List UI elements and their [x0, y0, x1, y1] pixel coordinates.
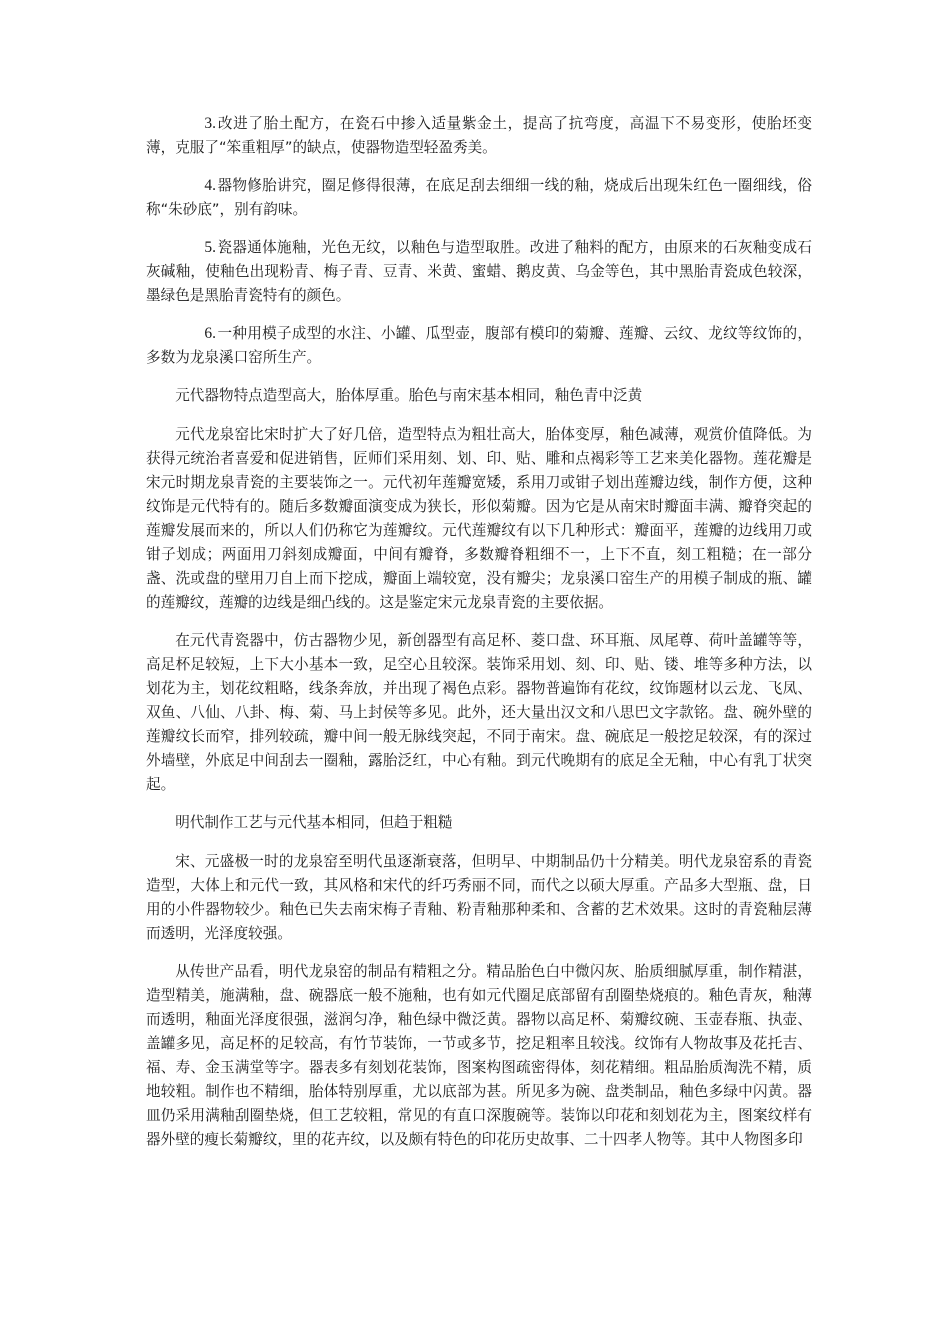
list-text: 一种用模子成型的水注、小罐、瓜型壶，腹部有模印的菊瓣、莲瓣、云纹、龙纹等纹饰的，多数为龙泉溪口窑所生产。 [146, 325, 812, 366]
list-item-3 [146, 112, 812, 160]
list-text: 器物修胎讲究，圈足修得很薄，在底足刮去细细一线的釉，烧成后出现朱红色一圈细线，俗称“朱砂底”，别有韵味。 [146, 177, 812, 218]
list-text: 改进了胎土配方，在瓷石中掺入适量紫金土，提高了抗弯度，高温下不易变形，使胎坯变薄，克服了“笨重粗厚”的缺点，使器物造型轻盈秀美。 [146, 115, 812, 156]
list-text: 瓷器通体施釉，光色无纹，以釉色与造型取胜。改进了釉料的配方，由原来的石灰釉变成石灰碱釉，使釉色出现粉青、梅子青、豆青、米黄、蜜蜡、鹅皮黄、乌金等色，其中黑胎青瓷成色较深，墨绿色是黑胎青瓷特有的颜色。 [146, 239, 812, 304]
list-item-4 [146, 174, 812, 222]
section-heading-yuan: 元代器物特点造型高大，胎体厚重。胎色与南宋基本相同，釉色青中泛黄 [175, 387, 643, 404]
yuan-paragraph-2: 在元代青瓷器中，仿古器物少见，新创器型有高足杯、菱口盘、环耳瓶、凤尾尊、荷叶盖罐等等，高足杯足较短，上下大小基本一致，足空心且较深。装饰采用划、刻、印、贴、镂、堆等多种方法，以划花为主，划花纹粗略，线条奔放，并出现了褐色点彩。器物普遍饰有花纹，纹饰题材以云龙、飞凤、双鱼、八仙、八卦、梅、菊、马上封侯等多见。此外，还大量出汉文和八思巴文字款铭。盘、碗外壁的莲瓣纹长而窄，排列较疏，瓣中间一般无脉线突起，不同于南宋。盘、碗底足一般挖足较深，有的深过外墙壁，外底足中间刮去一圈釉，露胎泛红，中心有釉。到元代晚期有的底足全无釉，中心有乳丁状突起。 [146, 632, 812, 793]
ming-paragraph-1: 宋、元盛极一时的龙泉窑至明代虽逐渐衰落，但明早、中期制品仍十分精美。明代龙泉窑系的青瓷造型，大体上和元代一致，其风格和宋代的纤巧秀丽不同，而代之以硕大厚重。产品多大型瓶、盘，日用的小件器物较少。釉色已失去南宋梅子青釉、粉青釉那种柔和、含蓄的艺术效果。这时的青瓷釉层薄而透明，光泽度较强。 [146, 853, 812, 942]
document-page [146, 112, 812, 1166]
yuan-paragraph-1: 元代龙泉窑比宋时扩大了好几倍，造型特点为粗壮高大，胎体变厚，釉色减薄，观赏价值降低。为获得元统治者喜爱和促进销售，匠师们采用刻、划、印、贴、雕和点褐彩等工艺来美化器物。莲花瓣是宋元时期龙泉青瓷的主要装饰之一。元代初年莲瓣宽矮，系用刀或钳子划出莲瓣边线，制作方便，这种纹饰是元代特有的。随后多数瓣面演变成为狭长，形似菊瓣。因为它是从南宋时瓣面丰满、瓣脊突起的莲瓣发展而来的，所以人们仍称它为莲瓣纹。元代莲瓣纹有以下几种形式：瓣面平，莲瓣的边线用刀或钳子划成；两面用刀斜刻成瓣面，中间有瓣脊，多数瓣脊粗细不一，上下不直，刻工粗糙；在一部分盏、洗或盘的壁用刀自上而下挖成，瓣面上端较宽，没有瓣尖；龙泉溪口窑生产的用模子制成的瓶、罐的莲瓣纹，莲瓣的边线是细凸线的。这是鉴定宋元龙泉青瓷的主要依据。 [146, 426, 812, 611]
list-number: 4. [204, 177, 216, 194]
list-item-5 [146, 236, 812, 308]
list-item-6 [146, 322, 812, 370]
section-heading-ming: 明代制作工艺与元代基本相同，但趋于粗糙 [175, 814, 453, 831]
list-number: 5. [204, 239, 216, 256]
ming-paragraph-2: 从传世产品看，明代龙泉窑的制品有精粗之分。精品胎色白中微闪灰、胎质细腻厚重，制作精湛，造型精美，施满釉，盘、碗器底一般不施釉，也有如元代圈足底部留有刮圈垫烧痕的。釉色青灰，釉薄而透明，釉面光泽度很强，滋润匀净，釉色绿中微泛黄。器物以高足杯、菊瓣纹碗、玉壶春瓶、执壶、盖罐多见，高足杯的足较高，有竹节装饰，一节或多节，挖足粗率且较浅。纹饰有人物故事及花托吉、福、寿、金玉满堂等字。器表多有刻划花装饰，图案构图疏密得体，刻花精细。粗品胎质淘洗不精，质地较粗。制作也不精细，胎体特别厚重，尤以底部为甚。所见多为碗、盘类制品，釉色多绿中闪黄。器皿仍采用满釉刮圈垫烧，但工艺较粗，常见的有直口深腹碗等。装饰以印花和刻划花为主，图案纹样有器外壁的瘦长菊瓣纹，里的花卉纹，以及颇有特色的印花历史故事、二十四孝人物等。其中人物图多印 [146, 963, 812, 1148]
list-number: 3. [204, 115, 216, 132]
list-number: 6. [204, 325, 216, 342]
